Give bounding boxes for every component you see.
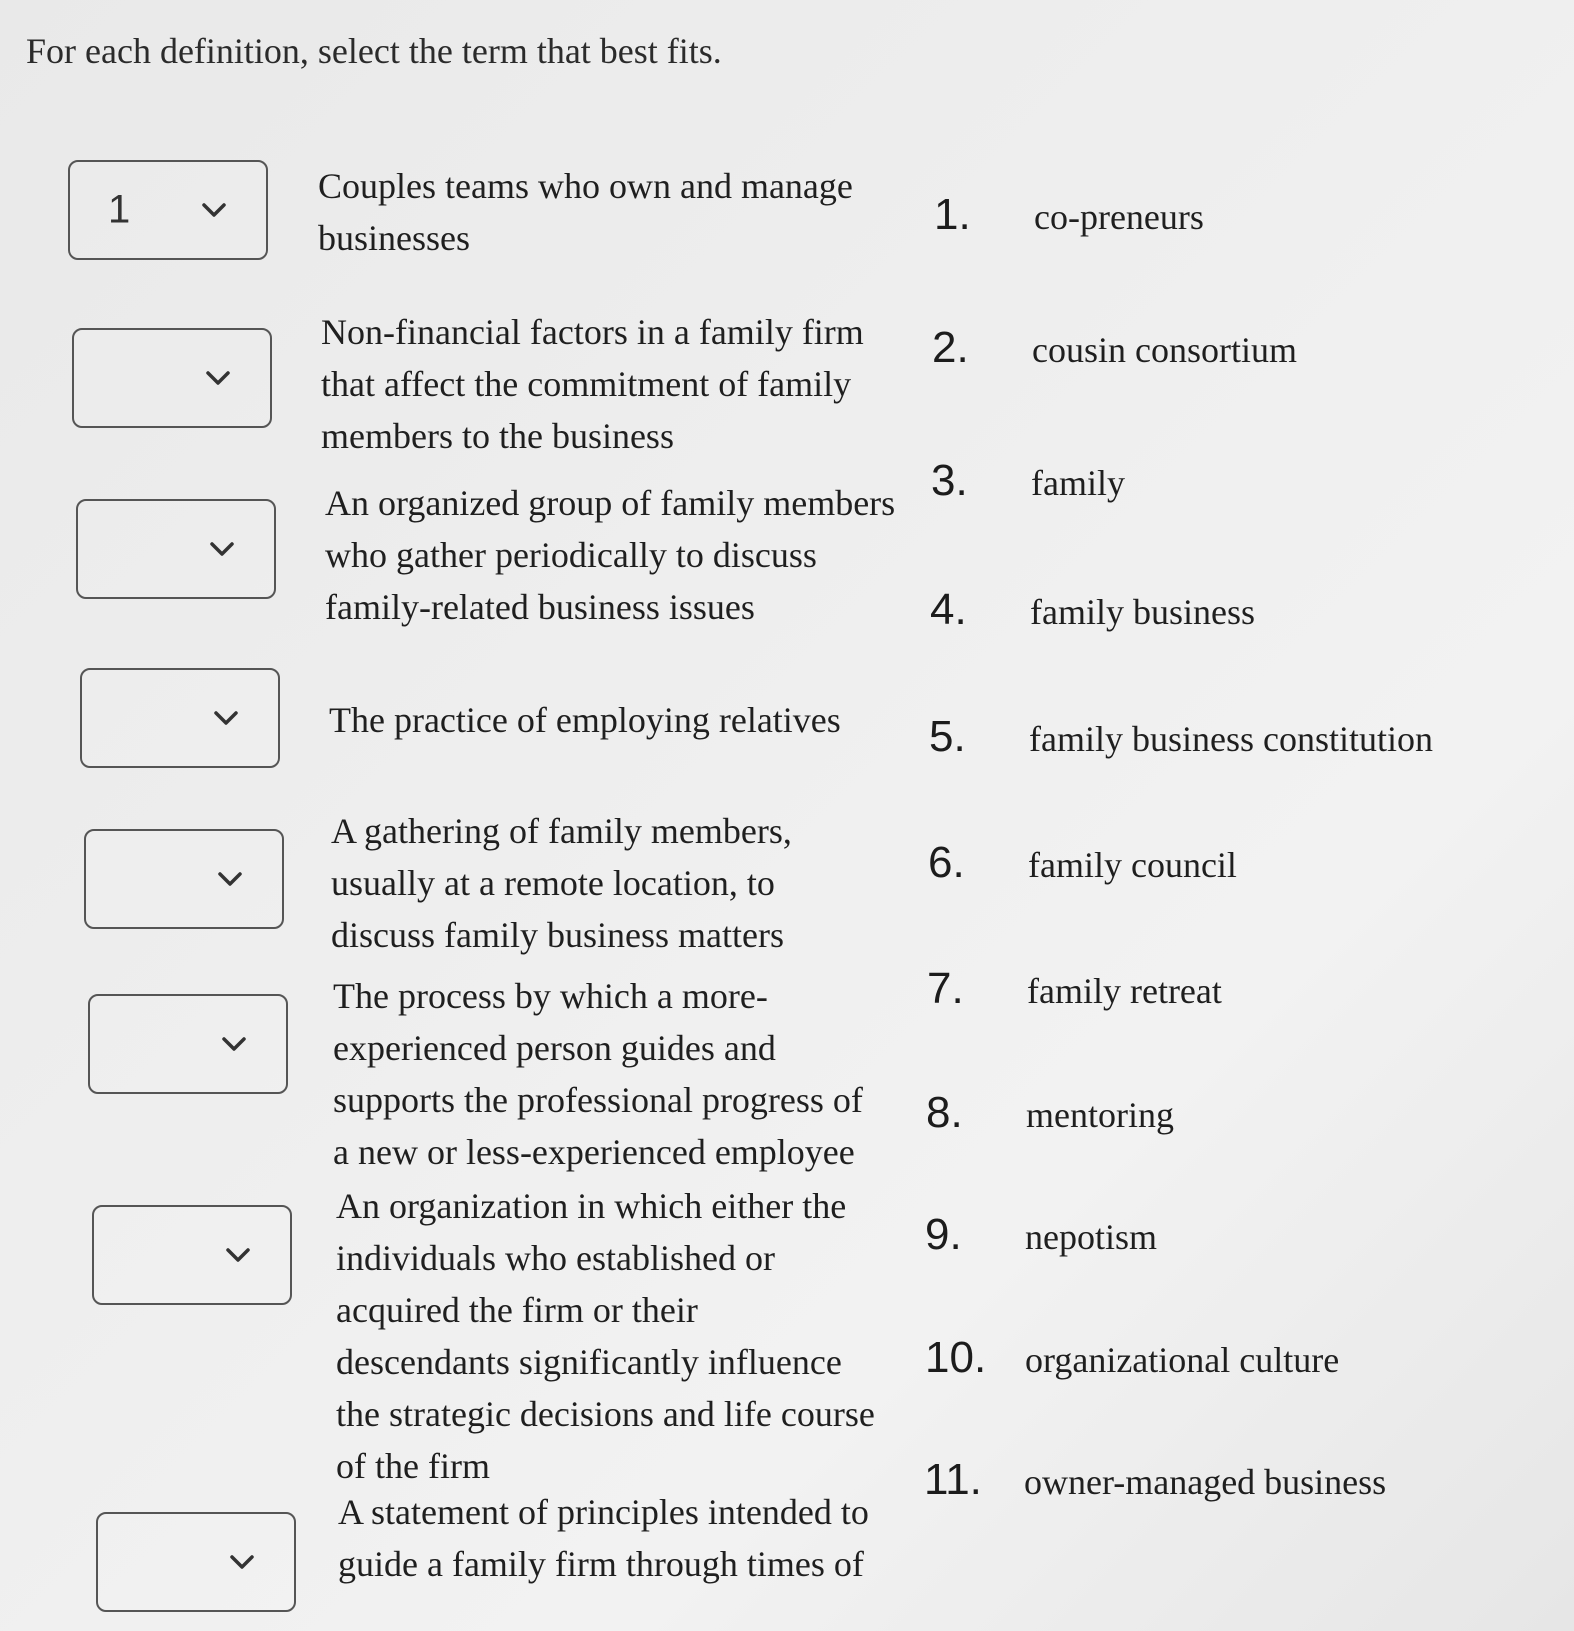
term-label: owner-managed business (1024, 1462, 1387, 1502)
term-select-1[interactable] (68, 160, 268, 260)
term-label: mentoring (1026, 1095, 1174, 1135)
definition-6: The process by which a more-experienced person guides and supports the professional progress of a new or less-experienced employee (333, 976, 863, 1172)
term-select-5[interactable] (84, 829, 284, 929)
term-label: organizational culture (1025, 1340, 1340, 1380)
chevron-down-icon (212, 704, 240, 732)
term-item (925, 1333, 1339, 1383)
term-number: 6. (928, 838, 965, 887)
term-label: family business (1030, 592, 1255, 632)
term-number: 1. (934, 190, 971, 239)
term-number: 4. (930, 585, 967, 634)
term-number: 11. (924, 1455, 982, 1504)
term-number: 2. (932, 323, 969, 372)
term-item (926, 1088, 1174, 1138)
term-number: 9. (925, 1210, 962, 1259)
term-item (932, 323, 1297, 373)
definition-8: A statement of principles intended to guide a family firm through times of (338, 1492, 869, 1584)
chevron-down-icon (220, 1030, 248, 1058)
definition-4: The practice of employing relatives (329, 700, 841, 740)
term-item (934, 190, 1204, 240)
term-item (925, 1210, 1157, 1260)
definition-3: An organized group of family members who gather periodically to discuss family-related business issues (325, 483, 896, 627)
term-select-7[interactable] (92, 1205, 292, 1305)
term-label: family retreat (1027, 971, 1222, 1011)
definition-2: Non-financial factors in a family firm that affect the commitment of family members to the business (321, 312, 864, 456)
term-item (931, 456, 1125, 506)
term-label: family (1031, 463, 1125, 503)
chevron-down-icon (228, 1548, 256, 1576)
term-item (930, 585, 1255, 635)
term-select-3[interactable] (76, 499, 276, 599)
chevron-down-icon (216, 865, 244, 893)
definition-1: Couples teams who own and manage businesses (318, 166, 853, 258)
chevron-down-icon (224, 1241, 252, 1269)
term-label: nepotism (1025, 1217, 1157, 1257)
term-number: 3. (931, 456, 968, 505)
term-number: 10. (925, 1333, 987, 1382)
term-item (928, 838, 1237, 888)
term-label: cousin consortium (1032, 330, 1297, 370)
definition-5: A gathering of family members, usually at a remote location, to discuss family business matters (331, 811, 792, 955)
term-select-4[interactable] (80, 668, 280, 768)
term-select-6[interactable] (88, 994, 288, 1094)
instructions-text: For each definition, select the term that best fits. (26, 31, 722, 71)
term-label: family business constitution (1029, 719, 1433, 759)
term-item (924, 1455, 1386, 1505)
chevron-down-icon (204, 364, 232, 392)
definition-7: An organization in which either the individuals who established or acquired the firm or their descendants significantly influence the strategic decisions and life course of the firm (336, 1186, 875, 1486)
term-select-2[interactable] (72, 328, 272, 428)
term-item (929, 712, 1433, 762)
term-item (927, 964, 1222, 1014)
term-select-8[interactable] (96, 1512, 296, 1612)
term-label: family council (1028, 845, 1237, 885)
term-number: 8. (926, 1088, 963, 1137)
term-label: co-preneurs (1034, 197, 1204, 237)
select-value: 1 (108, 187, 131, 232)
chevron-down-icon (200, 196, 228, 224)
chevron-down-icon (208, 535, 236, 563)
term-number: 7. (927, 964, 964, 1013)
term-number: 5. (929, 712, 966, 761)
